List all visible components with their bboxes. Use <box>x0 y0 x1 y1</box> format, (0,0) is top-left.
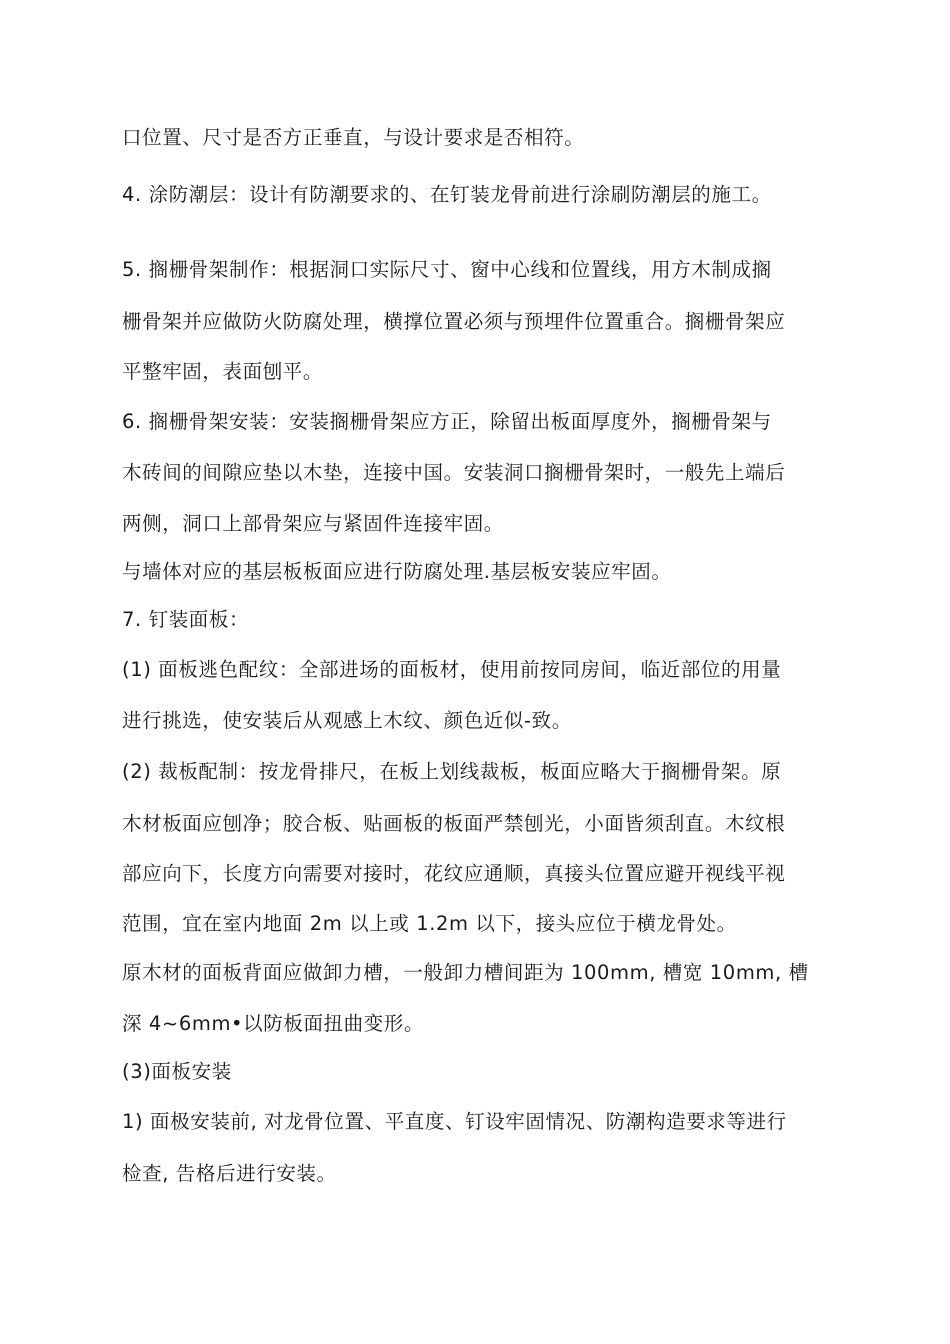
text-line: 部应向下，长度方向需要对接时，花纹应通顺，真接头位置应避开视线平视 <box>122 862 786 885</box>
text-line: 木砖间的间隙应垫以木垫，连接中国。安装洞口搁栅骨架时，一般先上端后 <box>122 461 786 484</box>
text-line: (3)面板安装 <box>122 1060 232 1083</box>
text-line: 栅骨架并应做防火防腐处理，横撑位置必须与预埋件位置重合。搁栅骨架应 <box>122 310 786 333</box>
text-line: 口位置、尺寸是否方正垂直，与设计要求是否相符。 <box>122 126 585 149</box>
text-line: 4. 涂防潮层：设计有防潮要求的、在钉装龙骨前进行涂刷防潮层的施工。 <box>122 183 772 206</box>
text-line: 深 4~6mm•以防板面扭曲变形。 <box>122 1012 425 1035</box>
text-line: 木材板面应刨净；胶合板、贴画板的板面严禁刨光，小面皆须刮直。木纹根 <box>122 812 786 835</box>
text-line: 两侧，洞口上部骨架应与紧固件连接牢固。 <box>122 512 504 535</box>
text-line: 平整牢固，表面刨平。 <box>122 360 324 383</box>
text-line: 范围，宜在室内地面 2m 以上或 1.2m 以下，接头应位于横龙骨处。 <box>122 912 737 935</box>
text-line: 进行挑选，使安装后从观感上木纹、颜色近似-致。 <box>122 709 572 732</box>
text-line: 5. 搁栅骨架制作：根据洞口实际尺寸、窗中心线和位置线，用方木制成搁 <box>122 258 772 281</box>
text-line: 1) 面极安装前, 对龙骨位置、平直度、钉设牢固情况、防潮构造要求等进行 <box>122 1110 787 1133</box>
text-line: (1) 面板逃色配纹：全部进场的面板材，使用前按同房间，临近部位的用量 <box>122 658 782 681</box>
text-line: 检查, 告格后进行安装。 <box>122 1162 337 1185</box>
text-line: 6. 搁栅骨架安装：安装搁栅骨架应方正，除留出板面厚度外，搁栅骨架与 <box>122 410 772 433</box>
text-line: 原木材的面板背面应做卸力槽，一般卸力槽间距为 100mm, 槽宽 10mm, 槽 <box>122 961 809 984</box>
text-line: 与墙体对应的基层板板面应进行防腐处理.基层板安装应牢固。 <box>122 560 672 583</box>
text-line: (2) 裁板配制：按龙骨排尺，在板上划线裁板，板面应略大于搁栅骨架。原 <box>122 760 782 783</box>
text-line: 7. 钉装面板： <box>122 608 250 631</box>
